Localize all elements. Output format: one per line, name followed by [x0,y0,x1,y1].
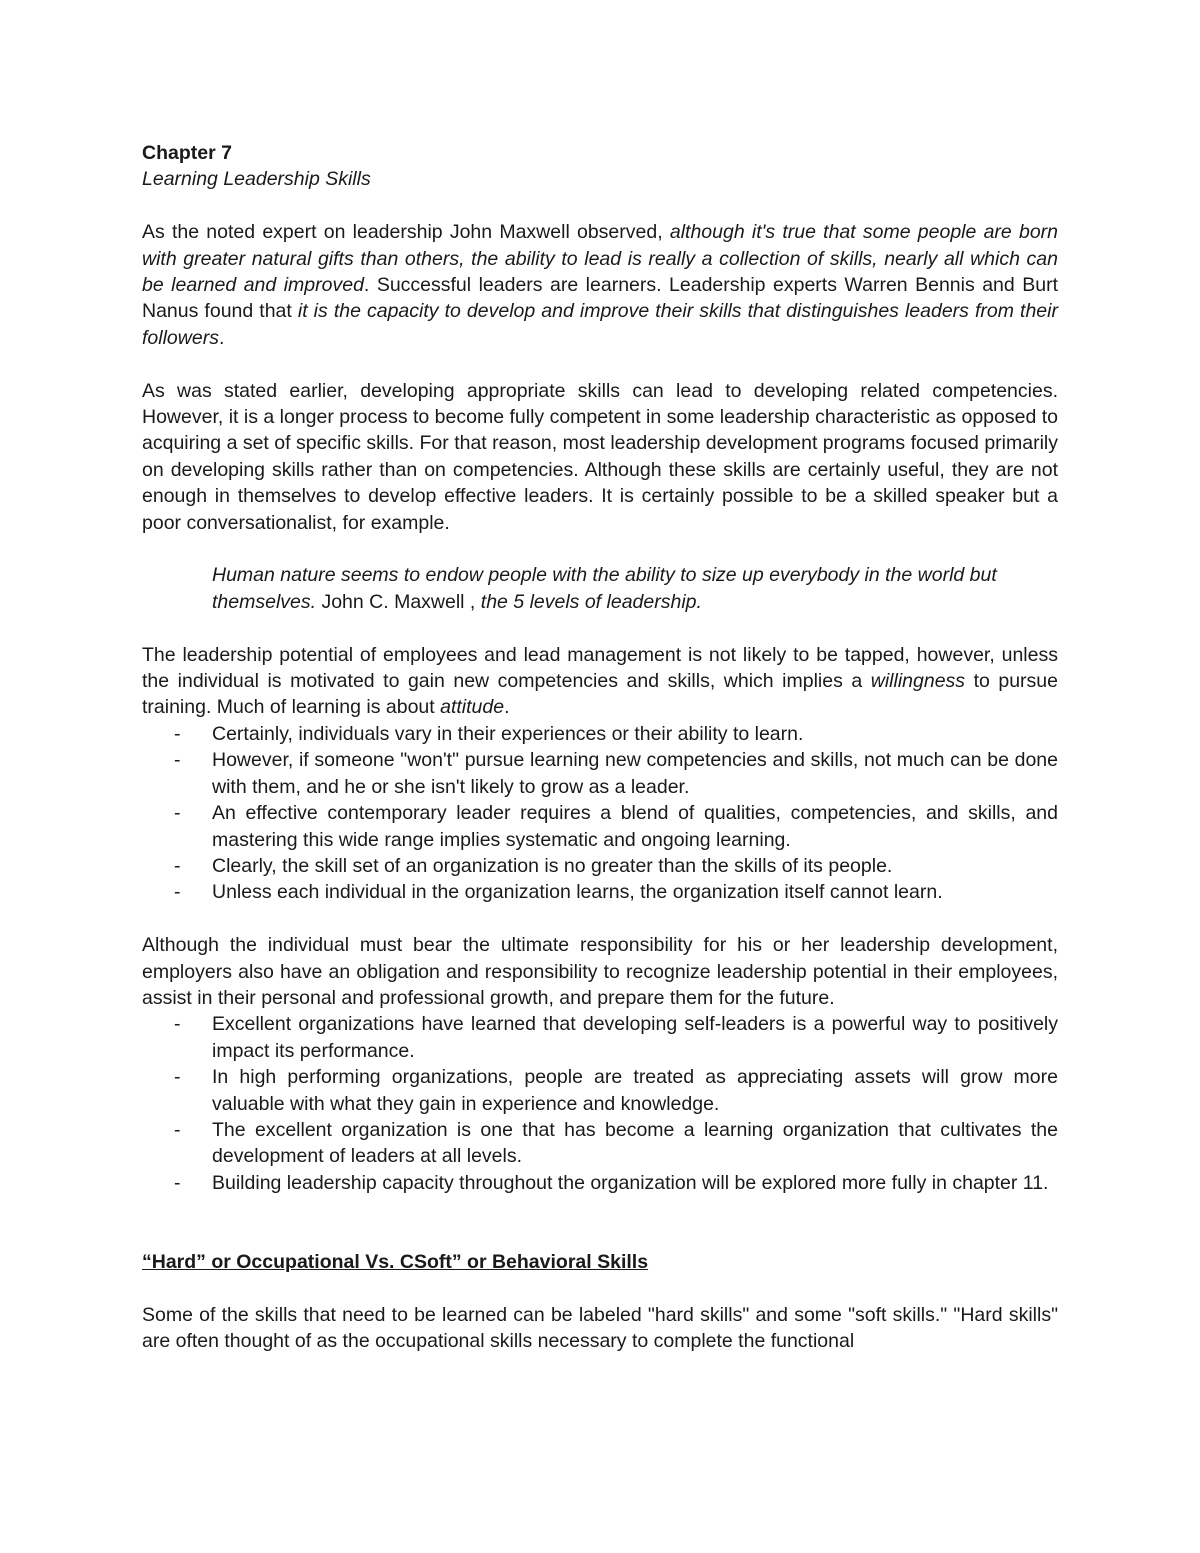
quote-author: John C. Maxwell , [316,590,481,613]
list-item [142,1170,1058,1196]
list-item-text: Unless each individual in the organization learns, the organization itself cannot learn. [212,881,943,904]
list-item [142,1011,1058,1064]
quote-source: the 5 levels of leadership. [480,590,702,613]
block-quote [142,562,1058,615]
list-item-text: An effective contemporary leader requires a blend of qualities, competencies, and skills, and mastering this wide range implies systematic and ongoing learning. [212,802,1058,851]
bullet-list-organizations [142,1011,1058,1196]
spacer [142,1275,1058,1301]
potential-text-1: The leadership potential of employees and lead management is not likely to be tapped, however, unless the individual is motivated to gain new competencies and skills, which implies a [142,643,1058,693]
dash-bullet: - [174,722,181,745]
willingness-word: willingness [870,670,966,693]
potential-text-2: to pursue training. Much of learning is about [142,670,1058,719]
list-item [142,721,1058,747]
spacer [142,906,1058,932]
spacer [142,1196,1058,1249]
list-item [142,853,1058,879]
bullet-list-learning [142,721,1058,906]
document-page [142,140,1058,1355]
list-item-text: Building leadership capacity throughout the organization will be explored more fully in chapter 11. [212,1171,1049,1194]
spacer [142,615,1058,641]
list-item [142,879,1058,905]
chapter-title: Chapter 7 [142,142,232,164]
spacer [142,351,1058,377]
dash-bullet: - [174,1171,181,1194]
spacer [142,193,1058,219]
list-item [142,747,1058,800]
dash-bullet: - [174,1118,181,1141]
intro-text-1: As the noted expert on leadership John Maxwell observed, [142,221,670,244]
attitude-word: attitude [440,696,505,719]
paragraph-potential [142,642,1058,721]
paragraph-intro [142,219,1058,351]
dash-bullet: - [174,1066,181,1089]
quote-text: Human nature seems to endow people with the ability to size up everybody in the world but themselves. [212,564,997,613]
section-heading: “Hard” or Occupational Vs. CSoft” or Behavioral Skills [142,1250,649,1273]
paragraph-responsibility: Although the individual must bear the ultimate responsibility for his or her leadership development, employers also have an obligation and responsibility to recognize leadership potential in their employees, assist in their personal and professional growth, and prepare them for the future. [142,934,1058,1009]
paragraph-competencies: As was stated earlier, developing appropriate skills can lead to developing related competencies. However, it is a longer process to become fully competent in some leadership characteristic as opposed to acquiring a set of specific skills. For that reason, most leadership development programs focused primarily on developing skills rather than on competencies. Although these skills are certainly useful, they are not enough in themselves to develop effective leaders. It is certainly possible to be a skilled speaker but a poor conversationalist, for example. [142,379,1058,534]
dash-bullet: - [174,802,181,825]
list-item-text: In high performing organizations, people are treated as appreciating assets will grow more valuable with what they gain in experience and knowledge. [212,1066,1058,1115]
potential-text-3: . [504,696,510,719]
spacer [142,536,1058,562]
maxwell-quote-inline: although it's true that some people are born with greater natural gifts than others, the ability to lead is really a collection of skills, nearly all which can be learned and improved [142,221,1059,297]
paragraph-hard-soft-skills: Some of the skills that need to be learned can be labeled "hard skills" and some "soft skills." "Hard skills" are often thought of as the occupational skills necessary to complete the functional [142,1303,1058,1353]
intro-text-2: . Successful leaders are learners. Leadership experts Warren Bennis and Burt Nanus found that [142,274,1058,323]
list-item-text: The excellent organization is one that has become a learning organization that cultivates the development of leaders at all levels. [212,1118,1058,1168]
list-item [142,800,1058,853]
intro-text-3: . [218,326,225,349]
list-item-text: Excellent organizations have learned that developing self-leaders is a powerful way to positively impact its performance. [212,1013,1058,1062]
list-item-text: Clearly, the skill set of an organization is no greater than the skills of its people. [212,854,893,877]
dash-bullet: - [174,881,181,904]
list-item [142,1117,1058,1170]
list-item [142,1064,1058,1117]
dash-bullet: - [174,1013,181,1036]
dash-bullet: - [174,749,181,772]
dash-bullet: - [174,854,181,877]
bennis-quote-inline: it is the capacity to develop and improve their skills that distinguishes leaders from their followers [142,300,1058,349]
list-item-text: However, if someone "won't" pursue learning new competencies and skills, not much can be done with them, and he or she isn't likely to grow as a leader. [212,749,1058,798]
chapter-subtitle: Learning Leadership Skills [142,168,371,191]
list-item-text: Certainly, individuals vary in their experiences or their ability to learn. [212,722,804,745]
